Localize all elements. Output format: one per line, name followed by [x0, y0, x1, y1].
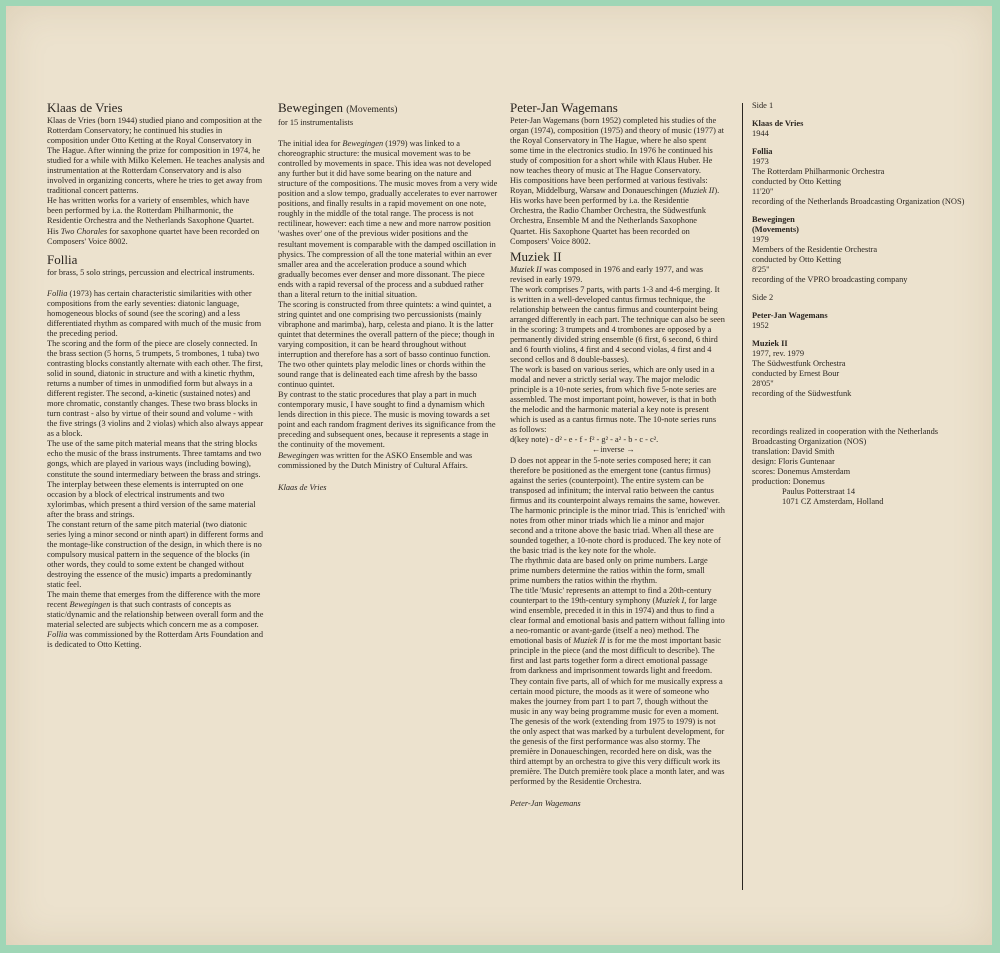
- paragraph: The work is based on various series, which are only used in a modal and never a strictly serial way. The major melodic principle is a 10-note series, from which five 5-note series are assembled. The most important point, however, is that in both the melodic and the harmonic material a key note is present which is used as a cantus firmus note. The 10-note series runs as follows:: [510, 365, 717, 435]
- credits-scores: scores: Donemus Amsterdam: [752, 467, 851, 476]
- track-composer-year: 1944: [752, 129, 769, 138]
- track-conductor: conducted by Otto Ketting: [752, 255, 842, 264]
- track-year: 1977, rev. 1979: [752, 349, 805, 358]
- paragraph: The use of the same pitch material means that the string blocks echo the music of the brass instruments. Three tamtams and two gongs, which are played in various ways (including bowing), constitute the sound intermediary between the brass and strings. The interplay between these elements is interrupted on one occasion by a block of electrical instruments and two xylorimbas, which present a third version of the same material after the brass and strings.: [47, 439, 262, 519]
- track-year: 1979: [752, 235, 769, 244]
- paragraph: D does not appear in the 5-note series composed here; it can therefore be positioned as the emergent tone (cantus firmus) against the series (counterpoint). The entire system can be transposed ad infinitum; the interval ratio between the cantus firmus and its counterpoint always remains the same, however.: [510, 455, 720, 505]
- credits-production: production: Donemus: [752, 477, 825, 486]
- paragraph: The work comprises 7 parts, with parts 1-3 and 4-6 merging. It is written in a well-developed cantus firmus technique, the relationship between the cantus firmus and counterpoint being arranged differently in each part. The technique can also be seen in the scoring: 3 trumpets and 4 trombones are opposed by a permanently divided string ensemble (6 first, 6 second, 6 third and 6 fourth violins, 4 first and 4 second violas, 4 first and 4 second cellos and 8 double-basses).: [510, 284, 725, 365]
- paragraph: The title 'Music' represents an attempt to find a 20th-century counterpart to the 19th-century symphony (Muziek I, for large wind ensemble, preceded it in this in 1974) and thus to find a clear formal and emotional basis and pattern without falling into a neo-romantic or avant-garde (itself a neo) method. The emotional basis of Muziek II is for me the most important basic principle in the piece (and the most difficult to describe). The first and last parts together form a direct emotional passage from darkness and imprisonment towards light and freedom. They contain five parts, all of which for me musically express a certain mood picture, the moods as it were of someone who makes the journey from part 1 to part 7, though without the music in any way being programme music for even a moment.: [510, 586, 725, 716]
- paragraph: Follia was commissioned by the Rotterdam Arts Foundation and is dedicated to Otto Ketting.: [47, 630, 263, 650]
- work-heading-bewegingen: Bewegingen (Movements): [278, 100, 398, 115]
- track-duration: 11'20": [752, 187, 774, 196]
- track-recording: recording of the Südwestfunk: [752, 389, 852, 398]
- paragraph: The main theme that emerges from the difference with the more recent Bewegingen is that such contrasts of concepts as static/dynamic and the relationship between overall form and the material selected are subjects which concern me as a composer.: [47, 590, 264, 630]
- work-heading-follia: Follia: [47, 251, 78, 267]
- credits-address-city: 1071 CZ Amsterdam, Holland: [782, 497, 884, 506]
- credits-translation: translation: David Smith: [752, 447, 835, 456]
- paragraph: The scoring and the form of the piece are closely connected. In the brass section (5 horns, 5 trumpets, 5 trombones, 1 tuba) two contrasting blocks constantly alternate with each other. The first, solid in sound, diatonic in structure and with a kinetic rhythm, returns a number of times in unmodified form but always in a different register. The second, a-kinetic (sustained notes) and more chromatic, constantly changes. These two brass blocks in turn contrast - also by virtue of their sound and volume - with the five strings (3 violins and 2 violas) which also always appear as a block.: [47, 338, 264, 439]
- side-label: Side 1: [752, 101, 774, 110]
- paragraph: The rhythmic data are based only on prime numbers. Large prime numbers determine the ratios within the form, small prime numbers the ratios within the rhythm.: [510, 555, 708, 586]
- paragraph: Follia (1973) has certain characteristic similarities with other compositions from the early seventies: diatonic language, homogeneous blocks of sound (see the scoring) and a less differentiated rhythm as compared with much of the music from the preceding period.: [47, 288, 262, 338]
- work-scoring: for 15 instrumentalists: [278, 118, 354, 127]
- track-conductor: conducted by Ernest Bour: [752, 369, 840, 378]
- biography-works: He has written works for a variety of ensembles, which have been performed by i.a. the Rotterdam Philharmonic, the Residentie Orchestra and the Netherlands Saxophone Quartet. His Two Chorales for saxophone quartet have been recorded on Composers' Voice 8002.: [47, 196, 260, 246]
- paragraph: By contrast to the static procedures that play a part in much contemporary music, I have sought to find a dynamism which lends direction in this piece. The music is moving towards a set point and each random fragment derives its significance from the preceding and subsequent ones, because it represents a stage in the continuity of the movement.: [278, 390, 496, 450]
- track-orchestra: Members of the Residentie Orchestra: [752, 245, 878, 254]
- track-title: Bewegingen (Movements): [752, 215, 799, 234]
- credits-address-street: Paulus Potterstraat 14: [782, 487, 856, 496]
- inverse-label: ←inverse →: [592, 445, 635, 455]
- biography: Klaas de Vries (born 1944) studied piano and composition at the Rotterdam Conservatory; he continued his studies in composition under Otto Ketting at the Royal Conservatory in The Hague. After winning the prize for composition in 1974, he studied for a while with Milko Kelemen. He teaches analysis and instrumentation at the Rotterdam Conservatory and is also involved in organizing concerts, where he tries to get away from traditional concert patterns.: [47, 116, 265, 196]
- credits-design: design: Floris Guntenaar: [752, 457, 835, 466]
- column-peter-jan-wagemans: [510, 101, 725, 809]
- paragraph: The genesis of the work (extending from 1975 to 1979) is not the only aspect that was marked by a turbulent development, for the genesis of the first performance was also stormy. The première in Donaueschingen, recorded here on disk, was the third attempt by an orchestra to give this very difficult work its première. The Dutch première took place a month later, and was performed by the Residentie Orchestra.: [510, 716, 725, 786]
- composer-heading: Klaas de Vries: [47, 100, 123, 115]
- side-label: Side 2: [752, 293, 774, 302]
- note-series-formula: d(key note) - d² - e - f - f² - g² - a² - b - c - c².: [510, 435, 659, 445]
- composer-heading: Peter-Jan Wagemans: [510, 100, 618, 115]
- track-orchestra: The Rotterdam Philharmonic Orchestra: [752, 167, 885, 176]
- biography: Peter-Jan Wagemans (born 1952) completed his studies of the organ (1974), composition (1975) and theory of music (1977) at the Royal Conservatory in The Hague, where he also spent some time in the electronics studio. In 1976 he continued his study of composition for a short while with Klaus Huber. He now teaches theory of music at The Hague Conservatory.: [510, 116, 724, 176]
- paragraph: The harmonic principle is the minor triad. This is 'enriched' with notes from other minor triads which lie a minor and major second and a tritone above the basic triad. When all these are sounded together, a 10-note chord is produced. The key note of the basic triad is the key note for the whole.: [510, 505, 725, 555]
- track-conductor: conducted by Otto Ketting: [752, 177, 842, 186]
- column-divider: [742, 103, 743, 890]
- track-composer-year: 1952: [752, 321, 769, 330]
- track-year: 1973: [752, 157, 769, 166]
- paragraph: The initial idea for Bewegingen (1979) was linked to a choreographic structure: the musical movement was to be controlled by movements in space. This idea was not developed any further but it did have some bearing on the nature and structure of the compositions. The music moves from a very wide position and a slow tempo, gradually accelerates to ever narrower positions, and finally results in a rapid movement on one note, roughly in the middle of the total range. The process is not rectilinear, however: each time a new and more narrow position 'washes over' one of the previous wider positions and the resultant movement is comparable with the damped oscillation in physics. The compression of all the tone material within an ever smaller area and the acceleration produce a sound which gradually becomes ever denser and more dissonant. The piece ends with a rapid reversal of the process and a subdued rather than a literal return to the initial situation.: [278, 139, 498, 299]
- track-duration: 28'05": [752, 379, 774, 388]
- paragraph: Muziek II was composed in 1976 and early 1977, and was revised in early 1979.: [510, 264, 704, 284]
- paragraph: The scoring is constructed from three quintets: a wind quintet, a string quintet and one comprising two percussionists (mainly vibraphone and marimba), harp, celesta and piano. It is the latter quintet that determines the overall pattern of the piece; though in varying composition, it can be heard throughout without interruption and therefore has a sort of basso continuo function. The two other quintets play melodic lines or chords within the sound range that is delineated each time afresh by the basso continuo quintet.: [278, 299, 495, 390]
- credits-recordings: recordings realized in cooperation with the Netherlands Broadcasting Organization (NOS): [752, 427, 939, 446]
- track-title: Muziek II: [752, 339, 788, 348]
- track-composer: Peter-Jan Wagemans: [752, 311, 828, 320]
- column-track-listing: [752, 101, 984, 507]
- track-title: Follia: [752, 147, 773, 156]
- track-duration: 8'25": [752, 265, 770, 274]
- paragraph: The constant return of the same pitch material (two diatonic series lying a minor second or ninth apart) in different forms and the montage-like construction of the design, in which there is no compulsory musical pattern in the sequence of the blocks (in other words, they could to some extent be changed without destroying the essence of the music) imparts a predominantly static feel.: [47, 519, 264, 590]
- work-scoring: for brass, 5 solo strings, percussion and electrical instruments.: [47, 267, 255, 277]
- paragraph: Bewegingen was written for the ASKO Ensemble and was commissioned by the Dutch Ministry of Cultural Affairs.: [278, 450, 473, 470]
- column-klaas-de-vries: [47, 101, 265, 650]
- signature: Peter-Jan Wagemans: [510, 799, 581, 809]
- column-bewegingen: [278, 101, 498, 493]
- track-recording: recording of the VPRO broadcasting company: [752, 275, 908, 284]
- track-recording: recording of the Netherlands Broadcasting Organization (NOS): [752, 197, 965, 206]
- track-composer: Klaas de Vries: [752, 119, 804, 128]
- liner-notes-sheet: [6, 6, 992, 945]
- biography-works: His compositions have been performed at various festivals: Royan, Middelburg, Warsaw and Donaueschingen (Muziek II). His works have been performed by i.a. the Residentie Orchestra, the Radio Chamber Orchestra, the Südwestfunk Orchestra, Ensemble M and the Netherlands Saxophone Quartet. His Saxophone Quartet has been recorded on Composers' Voice 8002.: [510, 176, 720, 246]
- signature: Klaas de Vries: [278, 482, 327, 492]
- work-heading-muziek-ii: Muziek II: [510, 248, 562, 264]
- track-orchestra: The Südwestfunk Orchestra: [752, 359, 846, 368]
